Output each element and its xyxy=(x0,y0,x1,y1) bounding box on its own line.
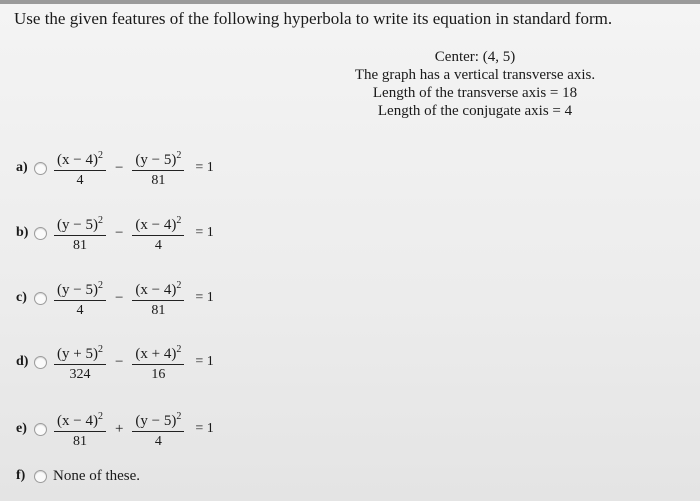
choice-c[interactable] xyxy=(16,273,214,323)
operator: − xyxy=(114,224,124,241)
radio-button[interactable] xyxy=(34,227,47,240)
radio-button[interactable] xyxy=(34,162,47,175)
radio-button[interactable] xyxy=(34,470,47,483)
choice-b[interactable] xyxy=(16,208,214,258)
equals-one: = 1 xyxy=(195,225,214,240)
choice-f[interactable] xyxy=(16,453,140,499)
top-border xyxy=(0,0,700,4)
choice-letter: a) xyxy=(16,160,28,175)
choice-a[interactable] xyxy=(16,143,214,193)
equals-one: = 1 xyxy=(195,421,214,436)
operator: + xyxy=(114,420,124,437)
operator: − xyxy=(114,353,124,370)
radio-button[interactable] xyxy=(34,356,47,369)
operator: − xyxy=(114,289,124,306)
radio-button[interactable] xyxy=(34,423,47,436)
none-of-these-label: None of these. xyxy=(53,467,141,484)
question-text: Use the given features of the following hyperbola to write its equation in standard form. xyxy=(14,9,613,28)
given-conjugate-length: Length of the conjugate axis = 4 xyxy=(377,103,573,119)
equals-one: = 1 xyxy=(195,160,214,175)
choice-letter: f) xyxy=(16,468,26,483)
choice-letter: d) xyxy=(16,354,29,369)
fraction-term-2: $\frac{(x + 4)^2}{16}$ xyxy=(132,341,184,383)
fraction-term-2: $\frac{(y - 5)^2}{81}$ xyxy=(132,147,184,189)
fraction-term-1: $\frac{(y - 5)^2}{81}$ xyxy=(54,212,106,254)
fraction-term-1: $\frac{(y + 5)^2}{324}$ xyxy=(54,341,106,383)
given-features xyxy=(330,48,620,120)
choice-d[interactable] xyxy=(16,337,214,387)
equals-one: = 1 xyxy=(195,354,214,369)
equals-one: = 1 xyxy=(195,290,214,305)
radio-button[interactable] xyxy=(34,292,47,305)
fraction-term-2: $\frac{(x - 4)^2}{81}$ xyxy=(132,277,184,319)
choice-e[interactable] xyxy=(16,404,214,454)
choice-letter: e) xyxy=(16,421,27,436)
fraction-term-2: $\frac{(y - 5)^2}{4}$ xyxy=(132,408,184,450)
operator: − xyxy=(114,159,124,176)
choice-letter: c) xyxy=(16,290,27,305)
fraction-term-1: $\frac{(y - 5)^2}{4}$ xyxy=(54,277,106,319)
given-axis-orientation: The graph has a vertical transverse axis. xyxy=(354,67,596,83)
fraction-term-1: $\frac{(x - 4)^2}{81}$ xyxy=(54,408,106,450)
given-transverse-length: Length of the transverse axis = 18 xyxy=(372,85,578,101)
fraction-term-2: $\frac{(x - 4)^2}{4}$ xyxy=(132,212,184,254)
choice-letter: b) xyxy=(16,225,29,240)
given-center: Center: (4, 5) xyxy=(434,49,516,65)
fraction-term-1: $\frac{(x - 4)^2}{4}$ xyxy=(54,147,106,189)
